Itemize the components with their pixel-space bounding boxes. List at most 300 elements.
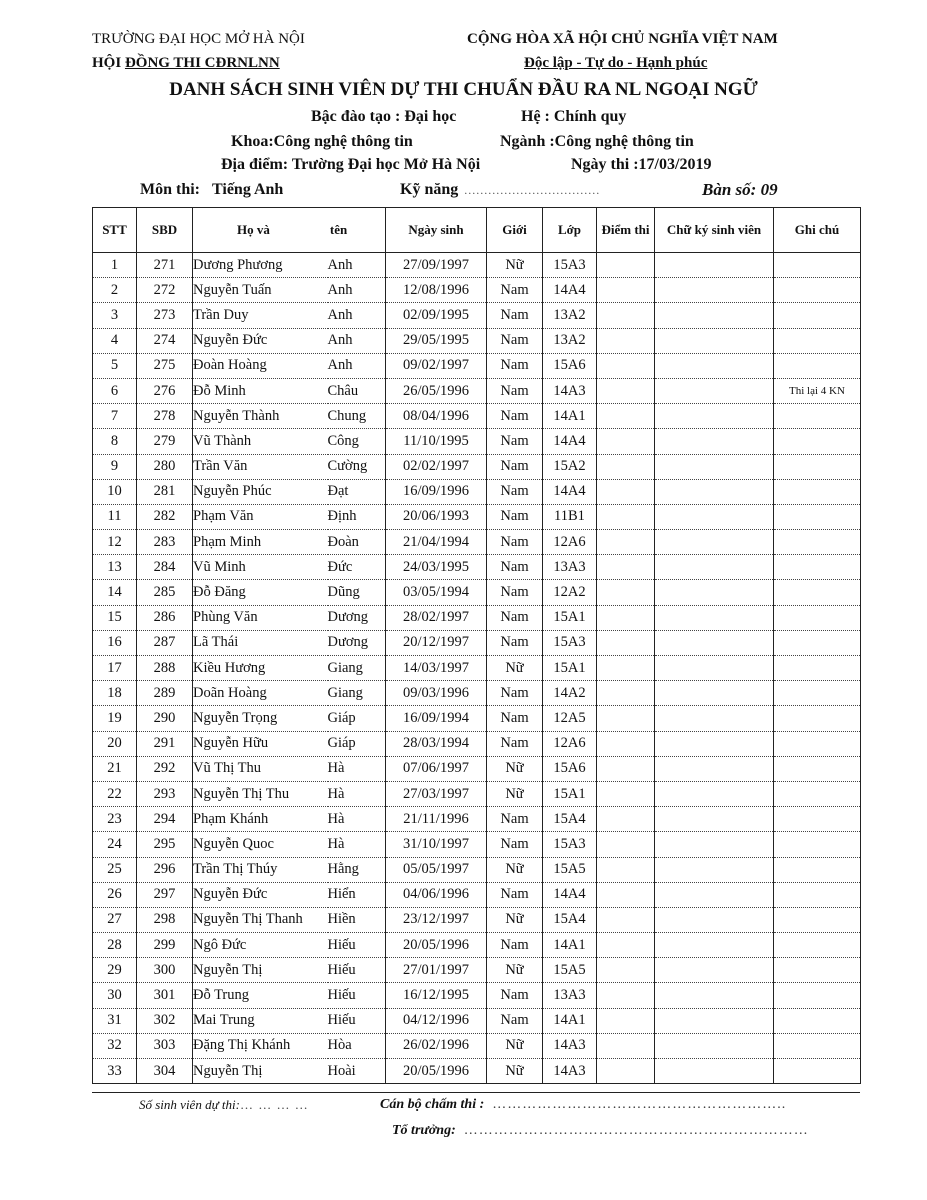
council-underlined: ĐỒNG THI CĐRNLNN xyxy=(124,55,280,71)
table-body xyxy=(93,253,861,1084)
row-dob: 20/05/1996 xyxy=(386,1059,487,1084)
table-row xyxy=(93,781,861,806)
team-leader-dots: …………………………………………………………… xyxy=(463,1123,809,1138)
row-stt: 6 xyxy=(93,378,137,403)
row-score-cell xyxy=(597,656,655,681)
row-note xyxy=(774,479,861,504)
row-stt: 29 xyxy=(93,958,137,983)
row-signature-cell xyxy=(655,933,774,958)
table-row xyxy=(93,857,861,882)
row-gender: Nữ xyxy=(487,1033,543,1058)
table-row xyxy=(93,630,861,655)
row-dob: 08/04/1996 xyxy=(386,404,487,429)
row-gender: Nam xyxy=(487,555,543,580)
row-signature-cell xyxy=(655,353,774,378)
row-gender: Nam xyxy=(487,580,543,605)
faculty: Khoa:Công nghệ thông tin xyxy=(231,133,413,150)
national-motto: Độc lập - Tự do - Hạnh phúc xyxy=(524,55,708,71)
row-gender: Nam xyxy=(487,731,543,756)
row-gender: Nam xyxy=(487,328,543,353)
table-row xyxy=(93,756,861,781)
row-sbd: 297 xyxy=(137,882,193,907)
row-signature-cell xyxy=(655,630,774,655)
row-sbd: 302 xyxy=(137,1008,193,1033)
row-signature-cell xyxy=(655,504,774,529)
row-signature-cell xyxy=(655,1059,774,1084)
row-sbd: 273 xyxy=(137,303,193,328)
subject-label: Môn thi: xyxy=(140,181,200,198)
row-gender: Nam xyxy=(487,681,543,706)
row-ten: Dương xyxy=(328,605,386,630)
row-class: 11B1 xyxy=(543,504,597,529)
row-class: 13A3 xyxy=(543,555,597,580)
grader-dots: ………………………………………………….. xyxy=(492,1097,787,1112)
row-dob: 02/02/1997 xyxy=(386,454,487,479)
row-signature-cell xyxy=(655,429,774,454)
row-class: 14A4 xyxy=(543,429,597,454)
row-stt: 26 xyxy=(93,882,137,907)
row-ho: Đỗ Minh xyxy=(193,378,328,403)
row-stt: 25 xyxy=(93,857,137,882)
row-signature-cell xyxy=(655,807,774,832)
row-note xyxy=(774,832,861,857)
row-note xyxy=(774,958,861,983)
row-ho: Nguyễn Đức xyxy=(193,328,328,353)
row-ten: Anh xyxy=(328,328,386,353)
row-class: 14A4 xyxy=(543,882,597,907)
row-signature-cell xyxy=(655,1033,774,1058)
row-signature-cell xyxy=(655,253,774,278)
row-class: 15A3 xyxy=(543,630,597,655)
row-note xyxy=(774,681,861,706)
header-stt: STT xyxy=(93,208,137,253)
row-ho: Nguyễn Phúc xyxy=(193,479,328,504)
row-note xyxy=(774,253,861,278)
row-score-cell xyxy=(597,580,655,605)
row-note xyxy=(774,630,861,655)
row-ho: Nguyễn Quoc xyxy=(193,832,328,857)
row-sbd: 290 xyxy=(137,706,193,731)
row-class: 13A3 xyxy=(543,983,597,1008)
row-dob: 11/10/1995 xyxy=(386,429,487,454)
row-sbd: 284 xyxy=(137,555,193,580)
exam-date: Ngày thi :17/03/2019 xyxy=(571,156,712,173)
row-score-cell xyxy=(597,706,655,731)
row-gender: Nữ xyxy=(487,907,543,932)
row-dob: 23/12/1997 xyxy=(386,907,487,932)
table-row xyxy=(93,882,861,907)
table-row xyxy=(93,580,861,605)
row-note xyxy=(774,580,861,605)
row-stt: 22 xyxy=(93,781,137,806)
row-score-cell xyxy=(597,404,655,429)
table-row xyxy=(93,605,861,630)
row-sbd: 295 xyxy=(137,832,193,857)
table-row xyxy=(93,1008,861,1033)
row-stt: 1 xyxy=(93,253,137,278)
row-ten: Giang xyxy=(328,681,386,706)
row-sbd: 289 xyxy=(137,681,193,706)
row-note xyxy=(774,278,861,303)
row-gender: Nam xyxy=(487,404,543,429)
row-score-cell xyxy=(597,933,655,958)
row-ten: Giáp xyxy=(328,731,386,756)
row-gender: Nam xyxy=(487,983,543,1008)
row-stt: 32 xyxy=(93,1033,137,1058)
row-class: 15A6 xyxy=(543,756,597,781)
row-sbd: 272 xyxy=(137,278,193,303)
row-dob: 02/09/1995 xyxy=(386,303,487,328)
row-gender: Nữ xyxy=(487,781,543,806)
row-note xyxy=(774,706,861,731)
row-dob: 24/03/1995 xyxy=(386,555,487,580)
row-note xyxy=(774,353,861,378)
row-gender: Nữ xyxy=(487,1059,543,1084)
table-row xyxy=(93,1033,861,1058)
header-dob: Ngày sinh xyxy=(386,208,487,253)
row-score-cell xyxy=(597,958,655,983)
row-sbd: 288 xyxy=(137,656,193,681)
table-row xyxy=(93,983,861,1008)
row-class: 14A1 xyxy=(543,933,597,958)
row-ten: Hiếu xyxy=(328,983,386,1008)
row-ho: Nguyễn Thị Thanh xyxy=(193,907,328,932)
row-note xyxy=(774,656,861,681)
row-score-cell xyxy=(597,328,655,353)
row-dob: 20/05/1996 xyxy=(386,933,487,958)
row-stt: 10 xyxy=(93,479,137,504)
row-stt: 23 xyxy=(93,807,137,832)
row-ten: Đoàn xyxy=(328,530,386,555)
row-score-cell xyxy=(597,983,655,1008)
row-score-cell xyxy=(597,378,655,403)
table-row xyxy=(93,807,861,832)
table-row xyxy=(93,832,861,857)
row-class: 14A2 xyxy=(543,681,597,706)
row-stt: 18 xyxy=(93,681,137,706)
row-dob: 27/09/1997 xyxy=(386,253,487,278)
table-row xyxy=(93,328,861,353)
row-class: 15A1 xyxy=(543,605,597,630)
row-dob: 27/01/1997 xyxy=(386,958,487,983)
row-dob: 07/06/1997 xyxy=(386,756,487,781)
row-class: 15A1 xyxy=(543,656,597,681)
header-sbd: SBD xyxy=(137,208,193,253)
row-stt: 16 xyxy=(93,630,137,655)
row-stt: 24 xyxy=(93,832,137,857)
header-score: Điểm thi xyxy=(597,208,655,253)
row-class: 12A2 xyxy=(543,580,597,605)
row-sbd: 280 xyxy=(137,454,193,479)
team-leader-field xyxy=(392,1123,809,1139)
row-class: 15A1 xyxy=(543,781,597,806)
row-dob: 04/06/1996 xyxy=(386,882,487,907)
row-note xyxy=(774,454,861,479)
row-ten: Đạt xyxy=(328,479,386,504)
row-signature-cell xyxy=(655,555,774,580)
row-signature-cell xyxy=(655,605,774,630)
row-ten: Anh xyxy=(328,278,386,303)
row-score-cell xyxy=(597,907,655,932)
row-note xyxy=(774,1008,861,1033)
row-note xyxy=(774,807,861,832)
row-class: 15A5 xyxy=(543,857,597,882)
skill-label: Kỹ năng xyxy=(400,181,459,198)
row-ho: Mai Trung xyxy=(193,1008,328,1033)
row-ten: Anh xyxy=(328,253,386,278)
row-ho: Nguyễn Hữu xyxy=(193,731,328,756)
row-ten: Hiếu xyxy=(328,958,386,983)
row-score-cell xyxy=(597,681,655,706)
row-score-cell xyxy=(597,454,655,479)
row-ten: Định xyxy=(328,504,386,529)
major: Ngành :Công nghệ thông tin xyxy=(500,133,694,150)
row-score-cell xyxy=(597,781,655,806)
row-ten: Dũng xyxy=(328,580,386,605)
student-count-dots: … … … … xyxy=(239,1097,309,1112)
row-signature-cell xyxy=(655,756,774,781)
row-sbd: 287 xyxy=(137,630,193,655)
row-stt: 19 xyxy=(93,706,137,731)
row-ho: Nguyễn Thành xyxy=(193,404,328,429)
row-signature-cell xyxy=(655,454,774,479)
row-signature-cell xyxy=(655,1008,774,1033)
skill-dots: .................................. xyxy=(464,183,601,197)
row-note xyxy=(774,1033,861,1058)
row-gender: Nam xyxy=(487,353,543,378)
row-stt: 17 xyxy=(93,656,137,681)
row-note xyxy=(774,429,861,454)
row-score-cell xyxy=(597,756,655,781)
table-row xyxy=(93,731,861,756)
table-row xyxy=(93,278,861,303)
exam-subject xyxy=(140,181,283,199)
row-score-cell xyxy=(597,1008,655,1033)
row-ten: Hoài xyxy=(328,1059,386,1084)
row-sbd: 283 xyxy=(137,530,193,555)
row-ho: Phạm Khánh xyxy=(193,807,328,832)
row-dob: 09/03/1996 xyxy=(386,681,487,706)
row-gender: Nam xyxy=(487,1008,543,1033)
header-class: Lớp xyxy=(543,208,597,253)
row-stt: 21 xyxy=(93,756,137,781)
table-row xyxy=(93,429,861,454)
row-dob: 28/03/1994 xyxy=(386,731,487,756)
row-gender: Nam xyxy=(487,479,543,504)
row-ten: Hà xyxy=(328,832,386,857)
row-note xyxy=(774,731,861,756)
row-dob: 20/12/1997 xyxy=(386,630,487,655)
row-score-cell xyxy=(597,429,655,454)
row-sbd: 286 xyxy=(137,605,193,630)
row-note xyxy=(774,882,861,907)
row-sbd: 282 xyxy=(137,504,193,529)
row-stt: 13 xyxy=(93,555,137,580)
row-signature-cell xyxy=(655,479,774,504)
row-class: 15A2 xyxy=(543,454,597,479)
row-dob: 16/12/1995 xyxy=(386,983,487,1008)
row-gender: Nam xyxy=(487,429,543,454)
exam-location: Địa điểm: Trường Đại học Mở Hà Nội xyxy=(221,156,481,173)
table-row xyxy=(93,404,861,429)
row-stt: 4 xyxy=(93,328,137,353)
row-ten: Châu xyxy=(328,378,386,403)
row-signature-cell xyxy=(655,781,774,806)
table-row xyxy=(93,303,861,328)
row-stt: 9 xyxy=(93,454,137,479)
student-table xyxy=(92,207,861,1084)
row-sbd: 303 xyxy=(137,1033,193,1058)
table-row xyxy=(93,656,861,681)
row-dob: 26/02/1996 xyxy=(386,1033,487,1058)
row-ho: Trần Văn xyxy=(193,454,328,479)
row-sbd: 299 xyxy=(137,933,193,958)
row-signature-cell xyxy=(655,278,774,303)
row-signature-cell xyxy=(655,580,774,605)
row-note xyxy=(774,328,861,353)
table-row xyxy=(93,253,861,278)
row-note xyxy=(774,303,861,328)
row-dob: 29/05/1995 xyxy=(386,328,487,353)
row-ho: Phạm Minh xyxy=(193,530,328,555)
row-ho: Nguyễn Thị xyxy=(193,958,328,983)
row-signature-cell xyxy=(655,378,774,403)
row-ten: Công xyxy=(328,429,386,454)
row-stt: 28 xyxy=(93,933,137,958)
row-note xyxy=(774,857,861,882)
row-ten: Hằng xyxy=(328,857,386,882)
table-row xyxy=(93,353,861,378)
footer-divider xyxy=(92,1092,860,1093)
row-ten: Giáp xyxy=(328,706,386,731)
row-ten: Hiền xyxy=(328,907,386,932)
row-score-cell xyxy=(597,504,655,529)
row-score-cell xyxy=(597,303,655,328)
row-gender: Nam xyxy=(487,504,543,529)
row-signature-cell xyxy=(655,530,774,555)
row-signature-cell xyxy=(655,328,774,353)
row-sbd: 292 xyxy=(137,756,193,781)
row-class: 12A6 xyxy=(543,731,597,756)
row-dob: 09/02/1997 xyxy=(386,353,487,378)
row-sbd: 275 xyxy=(137,353,193,378)
row-score-cell xyxy=(597,555,655,580)
row-gender: Nam xyxy=(487,630,543,655)
table-row xyxy=(93,933,861,958)
row-ho: Nguyễn Đức xyxy=(193,882,328,907)
row-stt: 12 xyxy=(93,530,137,555)
row-stt: 2 xyxy=(93,278,137,303)
row-signature-cell xyxy=(655,656,774,681)
row-stt: 30 xyxy=(93,983,137,1008)
row-stt: 11 xyxy=(93,504,137,529)
row-dob: 28/02/1997 xyxy=(386,605,487,630)
row-class: 15A4 xyxy=(543,807,597,832)
row-ten: Hà xyxy=(328,807,386,832)
team-leader-label: Tổ trưởng: xyxy=(392,1123,456,1138)
row-class: 14A1 xyxy=(543,1008,597,1033)
school-name: TRƯỜNG ĐẠI HỌC MỞ HÀ NỘI xyxy=(92,31,305,47)
row-ho: Vũ Minh xyxy=(193,555,328,580)
row-sbd: 296 xyxy=(137,857,193,882)
row-score-cell xyxy=(597,530,655,555)
row-stt: 3 xyxy=(93,303,137,328)
row-class: 13A2 xyxy=(543,303,597,328)
row-signature-cell xyxy=(655,404,774,429)
row-class: 14A4 xyxy=(543,479,597,504)
row-note xyxy=(774,781,861,806)
row-note: Thi lại 4 KN xyxy=(774,378,861,403)
row-ten: Chung xyxy=(328,404,386,429)
row-gender: Nam xyxy=(487,454,543,479)
row-gender: Nam xyxy=(487,530,543,555)
row-sbd: 285 xyxy=(137,580,193,605)
header-signature: Chữ ký sinh viên xyxy=(655,208,774,253)
student-count-label: Số sinh viên dự thi: xyxy=(139,1097,240,1112)
row-sbd: 304 xyxy=(137,1059,193,1084)
table-number: Bàn số: 09 xyxy=(702,180,778,199)
row-sbd: 294 xyxy=(137,807,193,832)
council-name xyxy=(92,55,280,72)
row-note xyxy=(774,555,861,580)
row-ho: Trần Duy xyxy=(193,303,328,328)
row-ten: Anh xyxy=(328,353,386,378)
row-ten: Đức xyxy=(328,555,386,580)
row-ten: Hiển xyxy=(328,882,386,907)
row-class: 15A3 xyxy=(543,253,597,278)
row-note xyxy=(774,756,861,781)
row-ho: Doãn Hoàng xyxy=(193,681,328,706)
row-ho: Nguyễn Thị xyxy=(193,1059,328,1084)
row-score-cell xyxy=(597,1059,655,1084)
header-ho-va: Họ và xyxy=(237,222,270,237)
row-dob: 16/09/1996 xyxy=(386,479,487,504)
table-row xyxy=(93,378,861,403)
row-note xyxy=(774,404,861,429)
row-sbd: 291 xyxy=(137,731,193,756)
row-signature-cell xyxy=(655,681,774,706)
row-dob: 03/05/1994 xyxy=(386,580,487,605)
row-signature-cell xyxy=(655,857,774,882)
row-stt: 8 xyxy=(93,429,137,454)
row-ho: Kiều Hương xyxy=(193,656,328,681)
document-title: DANH SÁCH SINH VIÊN DỰ THI CHUẨN ĐẦU RA NL NGOẠI NGỮ xyxy=(169,79,758,100)
table-row xyxy=(93,958,861,983)
council-prefix: HỘI xyxy=(92,55,125,71)
row-sbd: 298 xyxy=(137,907,193,932)
row-stt: 7 xyxy=(93,404,137,429)
row-dob: 21/04/1994 xyxy=(386,530,487,555)
row-note xyxy=(774,605,861,630)
row-gender: Nam xyxy=(487,278,543,303)
row-signature-cell xyxy=(655,832,774,857)
table-row xyxy=(93,454,861,479)
row-class: 12A5 xyxy=(543,706,597,731)
row-sbd: 300 xyxy=(137,958,193,983)
row-gender: Nam xyxy=(487,807,543,832)
row-sbd: 293 xyxy=(137,781,193,806)
row-class: 15A3 xyxy=(543,832,597,857)
row-class: 13A2 xyxy=(543,328,597,353)
row-stt: 20 xyxy=(93,731,137,756)
row-gender: Nam xyxy=(487,706,543,731)
table-header-row xyxy=(93,208,861,253)
row-signature-cell xyxy=(655,983,774,1008)
row-ho: Đặng Thị Khánh xyxy=(193,1033,328,1058)
row-ho: Phạm Văn xyxy=(193,504,328,529)
row-ho: Nguyễn Tuấn xyxy=(193,278,328,303)
row-ho: Vũ Thành xyxy=(193,429,328,454)
